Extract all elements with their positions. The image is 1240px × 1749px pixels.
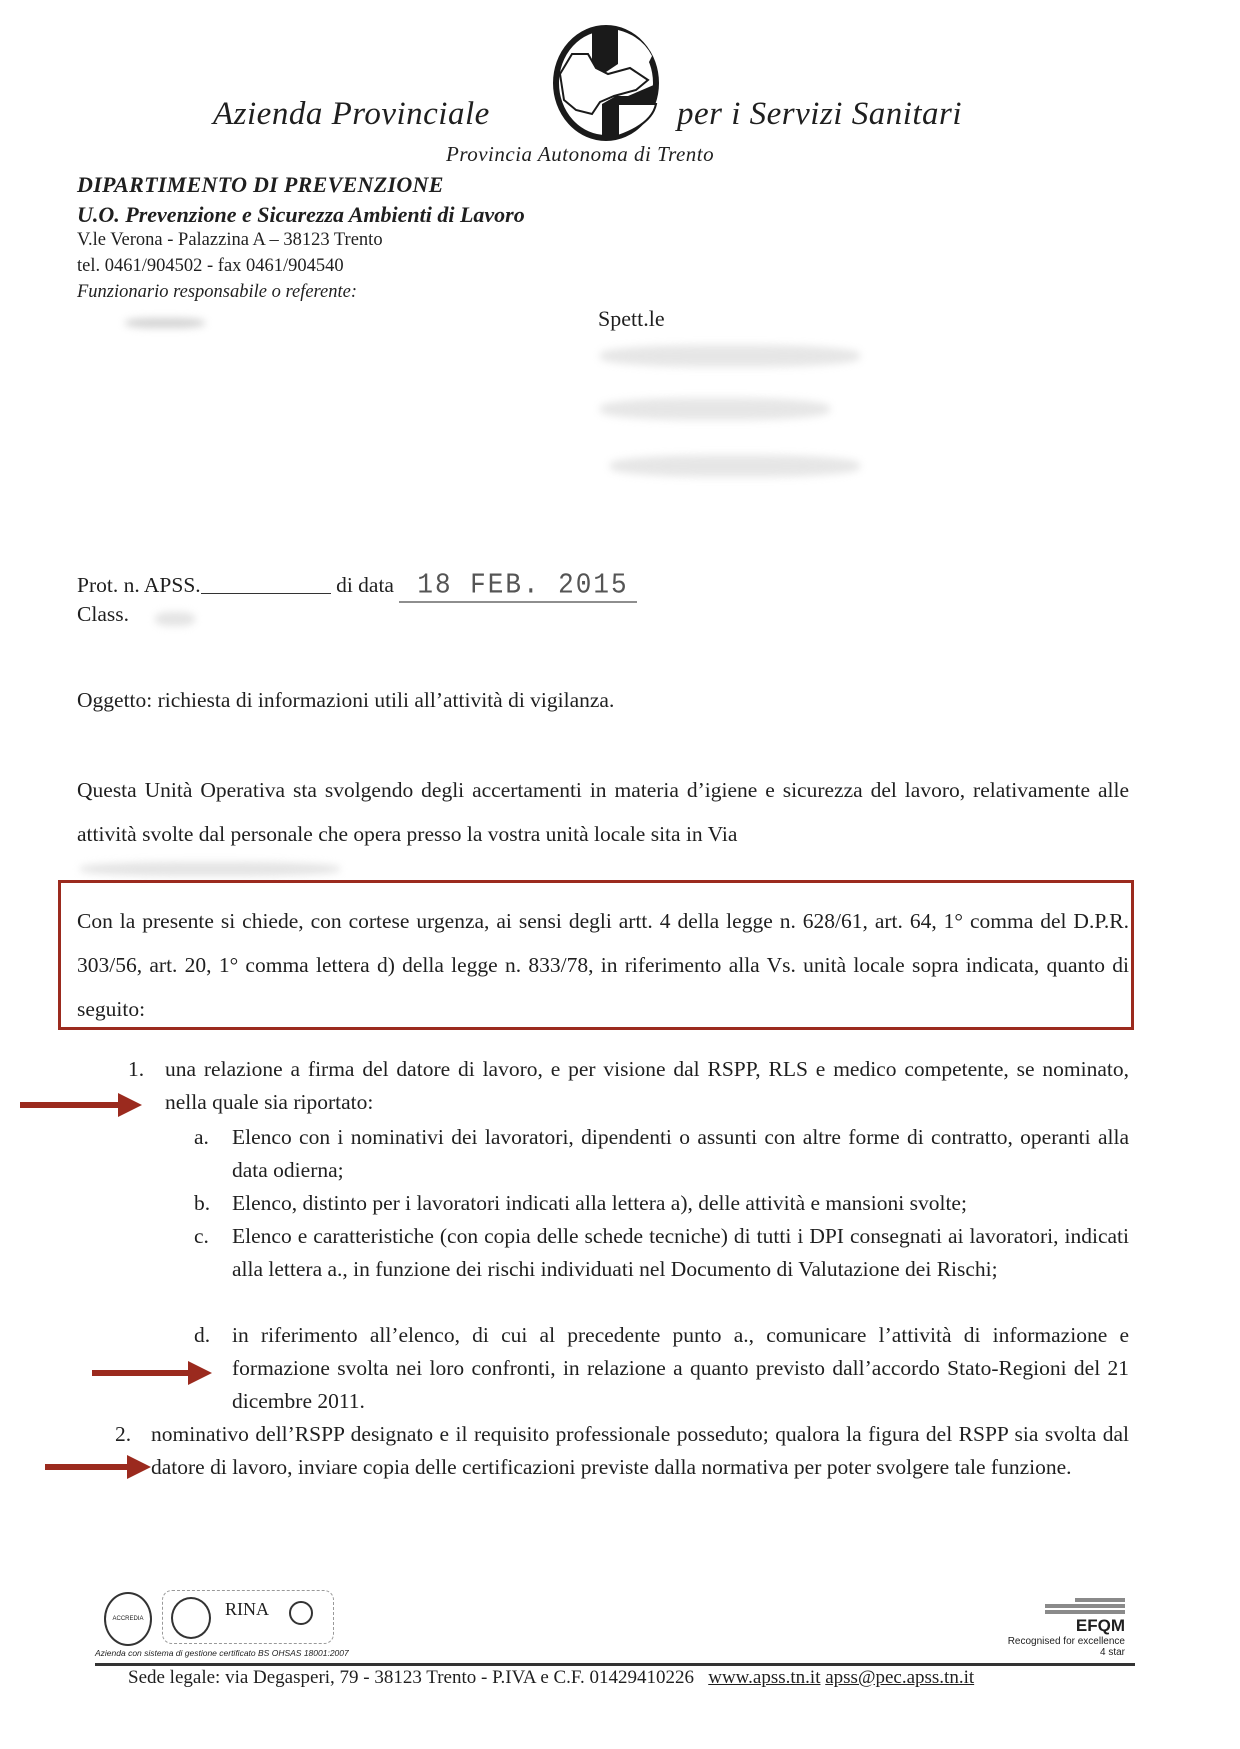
- request-subitem-a: Elenco con i nominativi dei lavoratori, dipendenti o assunti con altre forme di contratto, operanti alla data odierna;: [232, 1125, 1129, 1182]
- certification-caption: Azienda con sistema di gestione certificato BS OHSAS 18001:2007: [95, 1648, 349, 1658]
- efqm-bars-icon: [975, 1598, 1125, 1614]
- list-marker-d: d.: [194, 1323, 211, 1347]
- annotation-arrow-icon: [92, 1361, 210, 1385]
- footer-legal: [128, 1667, 974, 1689]
- list-marker-a: a.: [194, 1125, 209, 1149]
- intro-paragraph: Questa Unità Operativa sta svolgendo degli accertamenti in materia d’igiene e sicurezza del lavoro, relativamente alle attività svolte dal personale che opera presso la vostra unità locale sita in Via: [77, 778, 1129, 846]
- department-name: DIPARTIMENTO DI PREVENZIONE: [77, 172, 444, 197]
- efqm-stars: 4 star: [1099, 1647, 1125, 1658]
- efqm-label: EFQM: [1075, 1616, 1125, 1635]
- efqm-badge: [975, 1596, 1125, 1658]
- protocol-number-redacted: [201, 593, 331, 594]
- annotation-arrow-icon: [20, 1093, 140, 1117]
- sender-contacts: tel. 0461/904502 - fax 0461/904540: [77, 256, 344, 276]
- org-subtitle: Provincia Autonoma di Trento: [446, 142, 715, 166]
- protocol-label: Prot. n. APSS.: [77, 573, 201, 597]
- list-marker-2: 2.: [115, 1422, 132, 1446]
- annotation-arrow-icon: [45, 1455, 149, 1479]
- rina-cert-badge: [162, 1590, 334, 1644]
- request-item-2: nominativo dell’RSPP designato e il requisito professionale posseduto; qualora la figura del RSPP sia svolta dal datore di lavoro, inviare copia delle certificazioni previste dalla normativa per poter svolgere tale funzione.: [151, 1422, 1129, 1479]
- accredia-label: ACCREDIA: [112, 1616, 144, 1622]
- email-link[interactable]: apss@pec.apss.tn.it: [825, 1667, 975, 1688]
- classification-label: Class.: [77, 602, 129, 626]
- website-link[interactable]: www.apss.tn.it: [708, 1667, 821, 1688]
- list-marker-b: b.: [194, 1191, 211, 1215]
- request-subitem-c: Elenco e caratteristiche (con copia delle schede tecniche) di tutti i DPI consegnati ai lavoratori, indicati alla lettera a., in funzione dei rischi individuati nel Documento di Valutazione dei Rischi;: [232, 1224, 1129, 1281]
- rina-seal-icon: [171, 1597, 211, 1639]
- unit-name: U.O. Prevenzione e Sicurezza Ambienti di Lavoro: [77, 202, 525, 227]
- redacted-officer-name: [125, 318, 205, 328]
- redacted-class: [155, 612, 195, 626]
- date-label: di data: [336, 573, 394, 597]
- accredia-seal-icon: [104, 1592, 152, 1646]
- subject-line: Oggetto: richiesta di informazioni utili all’attività di vigilanza.: [77, 688, 615, 712]
- org-name-right: per i Servizi Sanitari: [677, 96, 963, 132]
- efqm-subtitle: Recognised for excellence: [1007, 1636, 1125, 1647]
- list-marker-c: c.: [194, 1224, 209, 1248]
- org-name-left: Azienda Provinciale: [213, 96, 490, 132]
- legal-address: Sede legale: via Degasperi, 79 - 38123 Trento - P.IVA e C.F. 01429410226: [128, 1667, 694, 1688]
- officer-label: Funzionario responsabile o referente:: [77, 282, 358, 302]
- rina-label: RINA: [225, 1599, 269, 1619]
- redacted-recipient-line: [610, 455, 860, 477]
- request-subitem-d: in riferimento all’elenco, di cui al precedente punto a., comunicare l’attività di informazione e formazione svolta nei loro confronti, in relazione a quanto previsto dall’accordo Stato-Regioni del 21 dicembre 2011.: [232, 1323, 1129, 1413]
- globe-cross-logo-icon: [552, 24, 660, 142]
- date-stamp: 18 FEB. 2015: [399, 568, 636, 602]
- protocol-line: [77, 570, 637, 601]
- redacted-recipient-line: [600, 345, 860, 367]
- request-item-1: una relazione a firma del datore di lavoro, e per visione dal RSPP, RLS e medico competente, se nominato, nella quale sia riportato:: [165, 1057, 1129, 1114]
- recipient-salutation: Spett.le: [598, 306, 665, 331]
- request-subitem-b: Elenco, distinto per i lavoratori indicati alla lettera a), delle attività e mansioni svolte;: [232, 1191, 967, 1215]
- sender-address: V.le Verona - Palazzina A – 38123 Trento: [77, 230, 383, 250]
- redacted-address: [80, 862, 340, 876]
- redacted-recipient-line: [600, 398, 830, 420]
- highlighted-request-text: Con la presente si chiede, con cortese urgenza, ai sensi degli artt. 4 della legge n. 628/61, art. 64, 1° comma del D.P.R. 303/56, art. 20, 1° comma lettera d) della legge n. 833/78, in riferimento alla Vs. unità locale sopra indicata, quanto di seguito:: [77, 909, 1129, 1021]
- cert-seal-icon: [289, 1601, 313, 1625]
- footer-divider: [95, 1663, 1135, 1666]
- list-marker-1: 1.: [128, 1057, 145, 1081]
